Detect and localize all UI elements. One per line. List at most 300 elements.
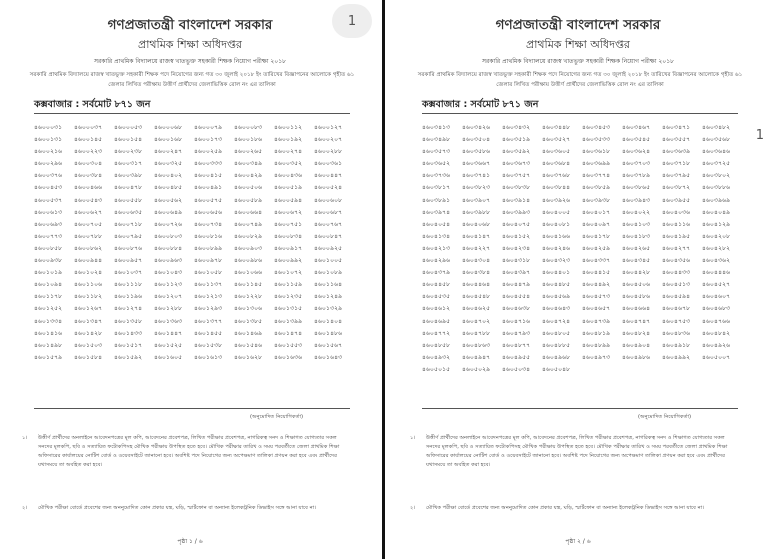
roll-number: ৪৬০০১৭৩ — [194, 136, 223, 144]
roll-number: ৪৬০৩৯১৪ — [502, 196, 531, 204]
roll-number: ৪৬০১২৬৭ — [74, 305, 103, 313]
roll-number: ৪৬০০৭২৬ — [154, 220, 183, 228]
roll-number: ৪৬০৩৬৫২ — [422, 160, 451, 168]
roll-number: ৪৬০৪৩২৩ — [542, 257, 571, 265]
roll-number: ৪৬০১২৩৫ — [274, 293, 303, 301]
roll-number: ৪৬০১০৪৩ — [154, 269, 183, 277]
roll-number: ৪৬০০৯৭৮ — [194, 257, 223, 265]
roll-number: ৪৬০৪৫৫৪ — [502, 293, 531, 301]
roll-number: ৪৬০০৫৮৯ — [234, 196, 263, 204]
roll-number: ৪৬০৩৬০৫ — [542, 148, 571, 156]
roll-number: ৪৬০৪৭৬৬ — [702, 317, 731, 325]
roll-number: ৪৬০০৬২৭ — [74, 208, 103, 216]
roll-number: ৪৬০৪১৭৮ — [582, 232, 611, 240]
roll-number: ৪৬০৪৫৬৯ — [542, 293, 571, 301]
roll-number: ৪৬০০৭৩৪ — [194, 220, 223, 228]
roll-number: ৪৬০০৫৬২ — [154, 196, 183, 204]
roll-number: ৪৬০০৪৫৩ — [34, 184, 63, 192]
department-heading: প্রাথমিক শিক্ষা অধিদপ্তর — [526, 38, 630, 51]
roll-number: ৪৬০১৫৬৭ — [314, 341, 343, 349]
roll-number: ৪৬০০২১৬ — [34, 148, 63, 156]
roll-number: ৪৬০১৫৩৮ — [194, 341, 223, 349]
roll-number: ৪৬০১৫০৩ — [74, 341, 103, 349]
note-2-text: মৌখিক পরীক্ষা বোর্ডে প্রবেশের জন্য অননুমোদিত কোন প্রকার যন্ত্র, ঘড়ি, স্মার্টফোন বা অন্যান্য ইলেকট্রনিক ডিভাইস সঙ্গে আনা যাবে না। — [426, 505, 705, 511]
roll-number: ৪৬০৪৭৩৯ — [582, 317, 611, 325]
roll-number: ৪৬০০৬৭২ — [274, 208, 303, 216]
roll-number: ৪৬০০২৪৭ — [154, 148, 183, 156]
roll-number: ৪৬০৩৫৩৩ — [582, 136, 611, 144]
roll-number: ৪৬০০০৩১ — [34, 124, 63, 131]
roll-number: ৪৬০৩৪২৬ — [462, 124, 491, 131]
footer-rule — [34, 408, 350, 409]
roll-number: ৪৬০১৫২৫ — [154, 341, 183, 349]
roll-number: ৪৬০৪৯৮৬ — [622, 353, 651, 361]
roll-number: ৪৬০৩৯৫৫ — [662, 196, 691, 204]
page-number: পৃষ্ঠা ২ / ৬ — [565, 538, 591, 545]
roll-number: ৪৬০০৮৫৮ — [34, 244, 63, 252]
roll-number: ৪৬০৩৪১৩ — [422, 124, 451, 131]
roll-number: ৪৬০১১৩৭ — [194, 281, 223, 289]
roll-number: ৪৬০০৩৭৬ — [34, 172, 63, 180]
exam-title: সরকারি প্রাথমিক বিদ্যালয়ে রাজস্ব খাতভুক্ত সহকারী শিক্ষক নিয়োগ পরীক্ষা ২০১৮ — [482, 58, 674, 65]
roll-number: ৪৬০০২৭৪ — [274, 148, 303, 156]
note-1-number: ১। — [410, 435, 416, 441]
roll-number-grid — [422, 122, 742, 376]
roll-number: ৪৬০৪৯৩২ — [422, 353, 451, 361]
roll-number: ৪৬০০৮৯৯ — [194, 244, 223, 252]
roll-number: ৪৬০৪৬৫৭ — [582, 305, 611, 313]
roll-number: ৪৬০৪৪৫৮ — [422, 281, 451, 289]
roll-number: ৪৬০৩৫০৪ — [462, 136, 491, 144]
roll-number: ৪৬০৩৫৫৭ — [662, 136, 691, 144]
note-1-text: উত্তীর্ণ প্রার্থীদের অনলাইনে আবেদনপত্রের মূল কপি, আবেদনের প্রবেশপত্র, লিখিত পরীক্ষার প্রবেশপত্র, নাগরিকত্ব সনদ ও শিক্ষাগত যোগ্যতার সকল সনদের মূলকপি, ছবি ও সত্যায়িত ফটোকপিসহ মৌখিক পরীক্ষায় উপস্থিত হতে হবে। মৌখিক পরীক্ষার তারিখ ও সময় পরবর্তীতে জেলা প্রাথমিক শিক্ষা অফিসারের কার্যালয়ের নোটিশ বোর্ড ও ওয়েবসাইটে জানানো হবে। অবশিষ্ট পদে নিয়োগের জন্য অপেক্ষমাণ তালিকা প্রণয়ন করা হবে এবং প্রার্থীদের যথাসময়ে তা অবহিত করা হবে। — [38, 435, 340, 468]
roll-number: ৪৬০১৩৪৭ — [74, 317, 103, 325]
roll-number: ৪৬০১২৫২ — [34, 305, 63, 313]
roll-number: ৪৬০০৯৮৬ — [234, 257, 263, 265]
roll-number: ৪৬০৩৯৯৩ — [502, 208, 531, 216]
roll-number: ৪৬০৪৭৮৮ — [462, 329, 491, 337]
roll-number: ৪৬০৩৫৬৮ — [702, 136, 731, 144]
roll-number: ৪৬০১০২৪ — [74, 269, 103, 277]
roll-number: ৪৬০৪৫০৬ — [622, 281, 651, 289]
roll-number: ৪৬০০২২৩ — [74, 148, 103, 156]
roll-number: ৪৬০০৪১৫ — [194, 172, 223, 180]
roll-number: ৪৬০১৬৩৬ — [274, 353, 303, 361]
roll-number: ৪৬০১১৯৬ — [114, 293, 143, 301]
roll-number: ৪৬০১৫৪৬ — [234, 341, 263, 349]
roll-number: ৪৬০০৯১৭ — [274, 244, 303, 252]
roll-number: ৪৬০০৭৪৯ — [234, 220, 263, 228]
roll-number: ৪৬০৪৬৪৩ — [542, 305, 571, 313]
roll-number: ৪৬০৪১৯৫ — [662, 232, 691, 240]
roll-number: ৪৬০০৪৯১ — [194, 184, 223, 192]
roll-number: ৪৬০৪৯৯২ — [662, 353, 691, 361]
roll-number: ৪৬০০১৬৮ — [154, 136, 183, 144]
page-index-badge: 1 — [332, 4, 372, 38]
roll-number: ৪৬০০৫২৪ — [314, 184, 343, 192]
roll-number: ৪৬০৩৬৮৪ — [542, 160, 571, 168]
roll-number: ৪৬০৪৩৫৬ — [662, 257, 691, 265]
roll-number: ৪৬০০৪০২ — [154, 172, 183, 180]
roll-number: ৪৬০১২১৩ — [194, 293, 223, 301]
roll-number: ৪৬০৪১১৬ — [662, 220, 691, 228]
roll-number: ৪৬০৪৮৪২ — [702, 329, 731, 337]
roll-number: ৪৬০০৭৭৩ — [34, 232, 63, 240]
roll-number: ৪৬০৩৮৩৮ — [502, 184, 531, 192]
roll-number: ৪৬০০৩৮৪ — [74, 172, 103, 180]
roll-number: ৪৬০৪২৫৯ — [582, 244, 611, 252]
roll-number: ৪৬০৪৮৯৯ — [582, 341, 611, 349]
roll-number: ৪৬০০২৯৬ — [34, 160, 63, 168]
roll-number: ৪৬০০১৮৬ — [234, 136, 263, 144]
roll-number: ৪৬০৪৩০৪ — [462, 257, 491, 265]
roll-number-grid — [34, 122, 354, 364]
roll-number: ৪৬০০১৯২ — [274, 136, 303, 144]
roll-number: ৪৬০৩৮৯১ — [422, 196, 451, 204]
roll-number: ৪৬০৪০৪৯ — [702, 208, 731, 216]
roll-number: ৪৬০৩৯২৬ — [542, 196, 571, 204]
roll-number: ৪৬০১২৮৮ — [154, 305, 183, 313]
roll-number: ৪৬০১৪৮৬ — [314, 329, 343, 337]
roll-number: ৪৬০৩৪৯৮ — [422, 136, 451, 144]
roll-number: ৪৬০৪২১৩ — [422, 244, 451, 252]
note-2 — [22, 504, 350, 513]
roll-number: ৪৬০৪৪৪৬ — [702, 269, 731, 277]
roll-number: ৪৬০৪৪৬৪ — [462, 281, 491, 289]
signature-line: (অনুমোদিত নিয়োগিকর্তা) — [250, 414, 303, 420]
roll-number: ৪৬০৪১৮৩ — [622, 232, 651, 240]
roll-number: ৪৬০৫০০৭ — [702, 353, 731, 361]
roll-number: ৪৬০৪৪৯২ — [582, 281, 611, 289]
roll-number: ৪৬০৩৫১৯ — [502, 136, 531, 144]
roll-number: ৪৬০০৬৮৭ — [314, 208, 343, 216]
roll-number: ৪৬০০৮০৩ — [154, 232, 183, 240]
roll-number: ৪৬০৩৭৭৪ — [582, 172, 611, 180]
roll-number: ৪৬০১৫৮৪ — [74, 353, 103, 361]
roll-number: ৪৬০৩৭২৫ — [702, 160, 731, 168]
roll-number: ৪৬০৪৭৯৩ — [502, 329, 531, 337]
roll-number: ৪৬০৩৯০৭ — [462, 196, 491, 204]
roll-number: ৪৬০০১১২ — [274, 124, 303, 131]
roll-number: ৪৬০০৮৪৭ — [314, 232, 343, 240]
roll-number: ৪৬০৪২৬৫ — [622, 244, 651, 252]
roll-number: ৪৬০৪৫৮৬ — [622, 293, 651, 301]
roll-number: ৪৬০০৩৫২ — [274, 160, 303, 168]
roll-number: ৪৬০৪৯৬৮ — [542, 353, 571, 361]
roll-number: ৪৬০৪১৬৬ — [542, 232, 571, 240]
document-page-1 — [0, 0, 380, 559]
roll-number: ৪৬০৪৮০৫ — [542, 329, 571, 337]
roll-number: ৪৬০০৯৩৮ — [34, 257, 63, 265]
roll-number: ৪৬০১২২৮ — [234, 293, 263, 301]
roll-number: ৪৬০৩৬৭৩ — [502, 160, 531, 168]
district-heading: কক্সবাজার : সর্বমোট ৮৭১ জন — [422, 99, 539, 110]
roll-number: ৪৬০৪৫৭৩ — [582, 293, 611, 301]
roll-number: ৪৬০০৫০৬ — [234, 184, 263, 192]
roll-number: ৪৬০৪০৩৬ — [662, 208, 691, 216]
roll-number: ৪৬০০০৭৯ — [194, 124, 223, 131]
roll-number: ৪৬০৫০৪৮ — [542, 365, 571, 373]
roll-number: ৪৬০৩৮২৩ — [462, 184, 491, 192]
roll-number: ৪৬০০৫৯৪ — [274, 196, 303, 204]
page-divider — [382, 0, 385, 559]
roll-number: ৪৬০১১২৩ — [154, 281, 183, 289]
roll-number: ৪৬০১৩১৫ — [274, 305, 303, 313]
note-2-text: মৌখিক পরীক্ষা বোর্ডে প্রবেশের জন্য অননুমোদিত কোন প্রকার যন্ত্র, ঘড়ি, স্মার্টফোন বা অন্যান্য ইলেকট্রনিক ডিভাইস সঙ্গে আনা যাবে না। — [38, 505, 317, 511]
roll-number: ৪৬০৩৪৪৮ — [542, 124, 571, 131]
roll-number: ৪৬০১০৯৪ — [34, 281, 63, 289]
roll-number: ৪৬০১১৭৮ — [34, 293, 63, 301]
roll-number: ৪৬০৩৪৩২ — [502, 124, 531, 131]
roll-number: ৪৬০১০৮৯ — [314, 269, 343, 277]
note-1-number: ১। — [22, 435, 28, 441]
roll-number: ৪৬০১৩৬৩ — [154, 317, 183, 325]
roll-number: ৪৬০৪৭১৬ — [502, 317, 531, 325]
roll-number: ৪৬০৩৪৫৩ — [582, 124, 611, 131]
roll-number: ৪৬০৩৪৮২ — [702, 124, 731, 131]
roll-number: ৪৬০৪০৬৮ — [462, 220, 491, 228]
roll-number: ৪৬০৪৩৯৭ — [502, 269, 531, 277]
roll-number: ৪৬০৪৩৪৫ — [622, 257, 651, 265]
roll-number: ৪৬০৪২৪৬ — [542, 244, 571, 252]
roll-number: ৪৬০০৮৬২ — [74, 244, 103, 252]
roll-number: ৪৬০১০১৯ — [34, 269, 63, 277]
roll-number: ৪৬০৪৩৭৯ — [422, 269, 451, 277]
roll-number: ৪৬০০৯২৫ — [314, 244, 343, 252]
roll-number: ৪৬০৩৬৬৭ — [462, 160, 491, 168]
roll-number: ৪৬০৩৪৭১ — [662, 124, 691, 131]
roll-number: ৪৬০৪৬৭৮ — [662, 305, 691, 313]
roll-number: ৪৬০৪০৭৫ — [502, 220, 531, 228]
roll-number: ৪৬০১৫৯২ — [114, 353, 143, 361]
note-2 — [410, 504, 738, 513]
roll-number: ৪৬০১১৬৪ — [314, 281, 343, 289]
roll-number: ৪৬০১৬২৮ — [234, 353, 263, 361]
roll-number: ৪৬০০৫৫৮ — [114, 196, 143, 204]
roll-number: ৪৬০৪৩৬২ — [702, 257, 731, 265]
roll-number: ৪৬০০৭৯৫ — [114, 232, 143, 240]
roll-number: ৪৬০১০৩৭ — [114, 269, 143, 277]
roll-number: ৪৬০০৫৩৭ — [34, 196, 63, 204]
exam-title: সরকারি প্রাথমিক বিদ্যালয়ে রাজস্ব খাতভুক্ত সহকারী শিক্ষক নিয়োগ পরীক্ষা ২০১৮ — [94, 58, 286, 65]
roll-number: ৪৬০৪৭০২ — [462, 317, 491, 325]
roll-number: ৪৬০১৩৯৯ — [274, 317, 303, 325]
roll-number: ৪৬০৫০২৯ — [462, 365, 491, 373]
roll-number: ৪৬০৪২২৭ — [462, 244, 491, 252]
roll-number: ৪৬০০৮২৯ — [234, 232, 263, 240]
roll-number: ৪৬০৫০১৫ — [422, 365, 451, 373]
roll-number: ৪৬০০২৬৫ — [234, 148, 263, 156]
intro-text: সরকারি প্রাথমিক বিদ্যালয়ে রাজস্ব খাতভুক্ত সহকারী শিক্ষক পদে নিয়োগের জন্য গত ৩০ জুলাই ২০১৮ ইং তারিখের বিজ্ঞাপনের আলোকে গৃহীত ৬১ জেলার লিখিত পরীক্ষায় উত্তীর্ণ প্রার্থীদের জেলাভিত্তিক রোল নং এর তালিকা — [29, 72, 355, 88]
roll-number: ৪৬০৪২৩৪ — [502, 244, 531, 252]
roll-number: ৪৬০১২৪৯ — [314, 293, 343, 301]
roll-number: ৪৬০৪৯৭৩ — [582, 353, 611, 361]
roll-number: ৪৬০৪২৭৭ — [662, 244, 691, 252]
roll-number: ৪৬০৩৭৯৫ — [662, 172, 691, 180]
roll-number: ৪৬০০৩১৭ — [114, 160, 143, 168]
document-page-2 — [388, 0, 768, 559]
roll-number: ৪৬০৪০৮১ — [542, 220, 571, 228]
roll-number: ৪৬০৩৬২৪ — [622, 148, 651, 156]
roll-number: ৪৬০৪৮৭৭ — [502, 341, 531, 349]
roll-number: ৪৬০১২০৭ — [154, 293, 183, 301]
roll-number: ৪৬০৪৯৪৭ — [462, 353, 491, 361]
roll-number: ৪৬০১৩৭৭ — [194, 317, 223, 325]
roll-number: ৪৬০৪৭৭২ — [422, 329, 451, 337]
roll-number: ৪৬০৪১৩৪ — [422, 232, 451, 240]
roll-number: ৪৬০৪০৯৭ — [582, 220, 611, 228]
roll-number: ৪৬০৩৮৭২ — [662, 184, 691, 192]
roll-number: ৪৬০৩৮১৭ — [422, 184, 451, 192]
roll-number: ৪৬০০২০৭ — [314, 136, 343, 144]
roll-number: ৪৬০৩৫৭৩ — [422, 148, 451, 156]
roll-number: ৪৬০১৩৩৪ — [34, 317, 63, 325]
roll-number: ৪৬০৩৯৪৩ — [622, 196, 651, 204]
roll-number: ৪৬০৪৯২৬ — [702, 341, 731, 349]
roll-number: ৪৬০৪৫৪৮ — [462, 293, 491, 301]
roll-number: ৪৬০৪৬৯৫ — [422, 317, 451, 325]
roll-number: ৪৬০৪৩৮৪ — [462, 269, 491, 277]
roll-number: ৪৬০৪৪২৮ — [622, 269, 651, 277]
roll-number: ৪৬০০৬৩৫ — [114, 208, 143, 216]
department-heading: প্রাথমিক শিক্ষা অধিদপ্তর — [138, 38, 242, 51]
roll-number: ৪৬০৩৭৬৮ — [542, 172, 571, 180]
roll-number: ৪৬০১১৫৯ — [274, 281, 303, 289]
roll-number: ৪৬০৪৭৪৭ — [622, 317, 651, 325]
roll-number: ৪৬০৪৬১২ — [422, 305, 451, 313]
roll-number: ৪৬০৪২৯৬ — [422, 257, 451, 265]
note-1-text: উত্তীর্ণ প্রার্থীদের অনলাইনে আবেদনপত্রের মূল কপি, আবেদনের প্রবেশপত্র, লিখিত পরীক্ষার প্রবেশপত্র, নাগরিকত্ব সনদ ও শিক্ষাগত যোগ্যতার সকল সনদের মূলকপি, ছবি ও সত্যায়িত ফটোকপিসহ মৌখিক পরীক্ষায় উপস্থিত হতে হবে। মৌখিক পরীক্ষার তারিখ ও সময় পরবর্তীতে জেলা প্রাথমিক শিক্ষা অফিসারের কার্যালয়ের নোটিশ বোর্ড ও ওয়েবসাইটে জানানো হবে। অবশিষ্ট পদে নিয়োগের জন্য অপেক্ষমাণ তালিকা প্রণয়ন করা হবে এবং প্রার্থীদের যথাসময়ে তা অবহিত করা হবে। — [426, 435, 728, 468]
roll-number: ৪৬০৩৫৪৫ — [622, 136, 651, 144]
roll-number: ৪৬০৪৫১৩ — [662, 281, 691, 289]
roll-number: ৪৬০৩৭০৩ — [622, 160, 651, 168]
roll-number: ৪৬০৩৫২৭ — [542, 136, 571, 144]
roll-number: ৪৬০১৬১৩ — [194, 353, 223, 361]
roll-number: ৪৬০০৭০৫ — [74, 220, 103, 228]
note-1 — [22, 434, 350, 470]
roll-number: ৪৬০৩৯৬৯ — [702, 196, 731, 204]
header-rule — [34, 113, 350, 114]
roll-number: ৪৬০৪৫৯৪ — [662, 293, 691, 301]
roll-number: ৪৬০৪৩৩৭ — [582, 257, 611, 265]
roll-number: ৪৬০০৯৯২ — [274, 257, 303, 265]
roll-number: ৪৬০৪১২৯ — [702, 220, 731, 228]
roll-number: ৪৬০৩৮৮৬ — [702, 184, 731, 192]
page-number: পৃষ্ঠা ১ / ৬ — [177, 538, 203, 545]
roll-number: ৪৬০১৪৫৫ — [194, 329, 223, 337]
roll-number: ৪৬০১৬০৫ — [154, 353, 183, 361]
roll-number: ৪৬০৪০০৫ — [542, 208, 571, 216]
roll-number: ৪৬০৪৪০১ — [542, 269, 571, 277]
roll-number: ৪৬০৪৯৫৫ — [502, 353, 531, 361]
roll-number: ৪৬০৩৮৫৯ — [582, 184, 611, 192]
roll-number: ৪৬০৩৬৯৯ — [582, 160, 611, 168]
roll-number: ৪৬০০৩০৪ — [74, 160, 103, 168]
roll-number: ৪৬০৪৯১৮ — [662, 341, 691, 349]
roll-number: ৪৬০০২৫৯ — [194, 148, 223, 156]
roll-number: ৪৬০০৪৬৬ — [74, 184, 103, 192]
roll-number: ৪৬০৩৮০২ — [702, 172, 731, 180]
roll-number: ৪৬০০৬৬৪ — [234, 208, 263, 216]
note-2-number: ২। — [410, 505, 416, 511]
roll-number: ৪৬০৪৯০৪ — [622, 341, 651, 349]
roll-number: ৪৬০১৪০৪ — [314, 317, 343, 325]
government-heading: গণপ্রজাতন্ত্রী বাংলাদেশ সরকার — [107, 17, 273, 33]
roll-number: ৪৬০৩৮৬৫ — [622, 184, 651, 192]
roll-number: ৪৬০০৪৮৫ — [154, 184, 183, 192]
roll-number: ৪৬০১৩৮৫ — [234, 317, 263, 325]
roll-number: ৪৬০৩৮৪৪ — [542, 184, 571, 192]
roll-number: ৪৬০১০৬৬ — [234, 269, 263, 277]
roll-number: ৪৬০০৪৪৭ — [314, 172, 343, 180]
roll-number: ৪৬০১৫৫৩ — [274, 341, 303, 349]
roll-number: ৪৬০৪৪১৫ — [582, 269, 611, 277]
signature-line: (অনুমোদিত নিয়োগিকর্তা) — [638, 414, 691, 420]
roll-number: ৪৬০৪৪৮৫ — [542, 281, 571, 289]
roll-number: ৪৬০৪৬০৭ — [702, 293, 731, 301]
roll-number: ৪৬০১৪১৬ — [34, 329, 63, 337]
roll-number: ৪৬০০৮১৬ — [194, 232, 223, 240]
roll-number: ৪৬০৩৪৬৭ — [622, 124, 651, 131]
page-index-badge: 1 — [755, 128, 764, 143]
roll-number: ৪৬০৪৮৬৩ — [462, 341, 491, 349]
roll-number: ৪৬০১১১৮ — [114, 281, 143, 289]
roll-number: ৪৬০০৬৯৩ — [34, 220, 63, 228]
roll-number: ৪৬০০০৩৭ — [74, 124, 103, 131]
roll-number: ৪৬০০০৮৩ — [234, 124, 263, 131]
roll-number: ৪৬০৪১৪৭ — [462, 232, 491, 240]
roll-number: ৪৬০৪২০৮ — [702, 232, 731, 240]
roll-number: ৪৬০০৫৭৫ — [194, 196, 223, 204]
roll-number: ৪৬০০৩৯৮ — [114, 172, 143, 180]
roll-number: ৪৬০৪৫৩৫ — [422, 293, 451, 301]
roll-number: ৪৬০০৩৬১ — [314, 160, 343, 168]
roll-number: ৪৬০০৭৫১ — [274, 220, 303, 228]
roll-number: ৪৬০০৯৫৭ — [114, 257, 143, 265]
roll-number: ৪৬০০৪৩৬ — [274, 172, 303, 180]
roll-number: ৪৬০৩৫৯২ — [502, 148, 531, 156]
note-2-number: ২। — [22, 505, 28, 511]
roll-number: ৪৬০০০৬৮ — [154, 124, 183, 131]
roll-number: ৪৬০১৪৯৮ — [34, 341, 63, 349]
roll-number: ৪৬০০৭১৮ — [114, 220, 143, 228]
roll-number: ৪৬০০১৫৪ — [114, 136, 143, 144]
roll-number: ৪৬০১৪৬৯ — [234, 329, 263, 337]
roll-number: ৪৬০০২৩৮ — [114, 148, 143, 156]
roll-number: ৪৬০৩৫৮৬ — [462, 148, 491, 156]
roll-number: ৪৬০১৬৪৩ — [314, 353, 343, 361]
roll-number: ৪৬০১৪২৮ — [74, 329, 103, 337]
roll-number: ৪৬০৩৭১৮ — [662, 160, 691, 168]
roll-number: ৪৬০০৬০৮ — [314, 196, 343, 204]
roll-number: ৪৬০৪০৫৪ — [422, 220, 451, 228]
roll-number: ৪৬০৫০৩৪ — [502, 365, 531, 373]
roll-number: ৪৬০১১০৬ — [74, 281, 103, 289]
roll-number: ৪৬০৩৬১৮ — [582, 148, 611, 156]
roll-number: ৪৬০১০৫৮ — [194, 269, 223, 277]
roll-number: ৪৬০০৯৪৪ — [74, 257, 103, 265]
roll-number: ৪৬০৩৯৭৪ — [422, 208, 451, 216]
roll-number: ৪৬০১৪৩৩ — [114, 329, 143, 337]
roll-number: ৪৬০১২৭৪ — [114, 305, 143, 313]
roll-number: ৪৬০৩৭৫৭ — [502, 172, 531, 180]
roll-number: ৪৬০১০৭২ — [274, 269, 303, 277]
roll-number: ৪৬০০২৮৮ — [314, 148, 343, 156]
roll-number: ৪৬০০৮৩৪ — [274, 232, 303, 240]
roll-number: ৪৬০৪৮৩৬ — [662, 329, 691, 337]
roll-number: ৪৬০০৩৪৯ — [234, 160, 263, 168]
roll-number: ৪৬০০৭৮৮ — [74, 232, 103, 240]
